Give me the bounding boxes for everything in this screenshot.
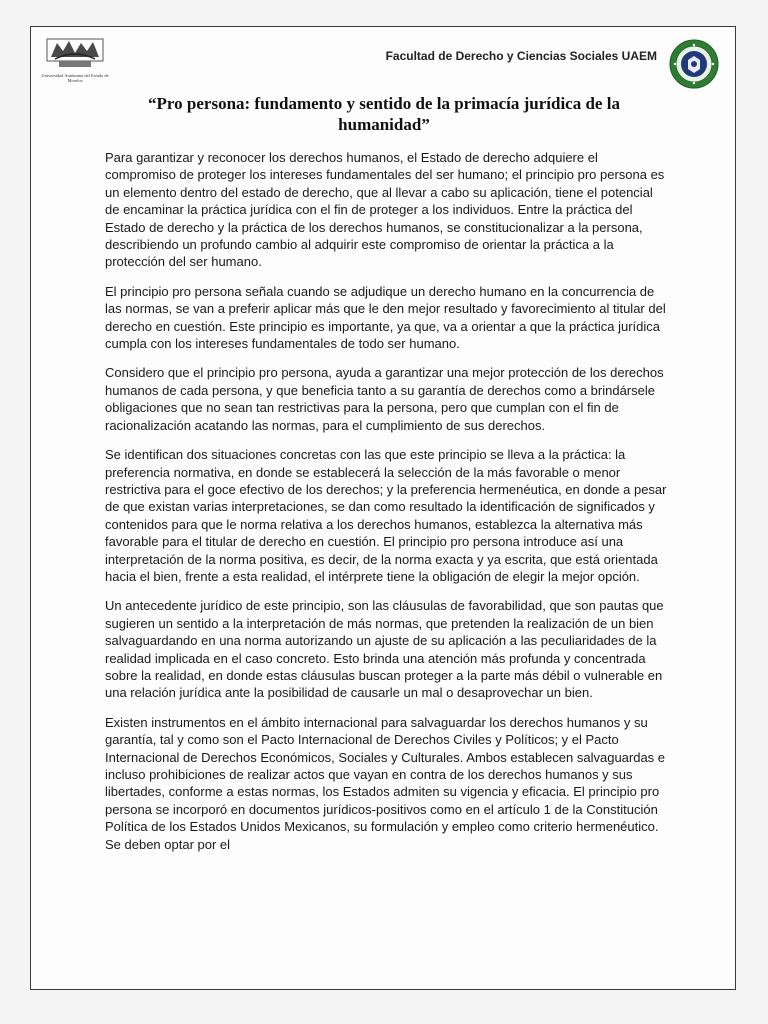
paragraph: Para garantizar y reconocer los derechos humanos, el Estado de derecho adquiere el compromiso de proteger los intereses fundamentales del ser humano; el principio pro persona es un elemento dentro del estado de derecho, que al llevar a cabo su aplicación, tiene el potencial de encaminar la práctica jurídica con el fin de proteger a los individuos. Entre la práctica del Estado de derecho y la práctica de los derechos humanos, se constitucionalizar a la persona, describiendo un profundo cambio al adquirir este compromiso de orientar la práctica a la protección del ser humano. — [105, 150, 665, 270]
paragraph: Se identifican dos situaciones concretas con las que este principio se lleva a la práctica: la preferencia normativa, en donde se establecerá la selección de la más favorable o menor restrictiva para el goce efectivo de los derechos; y la preferencia hermenéutica, en donde a pesar de que existan varias interpretaciones, se dan como resultado la identificación de significados y contenidos para que le norma relativa a los derechos humanos, establezca la alternativa más favorable para el titular de derecho en cuestión. El principio pro persona introduce así una interpretación de la norma positiva, es decir, de la norma exacta y ya escrita, que está orientada hacia el bien, frente a esta realidad, el intérprete tiene la obligación de elegir la mejor opción. — [105, 447, 667, 584]
uaem-logo-caption: Universidad Autónoma del Estado de Morelos — [41, 73, 109, 83]
uaem-crest-icon — [45, 37, 105, 71]
document-page — [30, 26, 736, 990]
paragraph: Considero que el principio pro persona, ayuda a garantizar una mejor protección de los derechos humanos de cada persona, y que beneficia tanto a su garantía de derechos como a brindársele obligaciones que no sean tan restrictivas para la persona, pero que cumplan con el fin de racionalización acatando las normas, para el cumplimiento de sus derechos. — [105, 365, 664, 433]
uaem-crest-logo — [39, 37, 111, 93]
paragraph: Existen instrumentos en el ámbito internacional para salvaguardar los derechos humanos y su garantía, tal y como son el Pacto Internacional de Derechos Civiles y Políticos; y el Pacto Internacional de Derechos Económicos, Sociales y Culturales. Ambos establecen salvaguardas e incluso prohibiciones de realizar actos que vayan en contra de los derechos humanos y sus libertades, conforme a estas normas, los Estados admiten su vigencia y eficacia. El principio pro persona se incorporó en documentos jurídicos-positivos como en el artículo 1 de la Constitución Política de los Estados Unidos Mexicanos, su formulación y empleo como criterio hermenéutico. Se deben optar por el — [105, 714, 666, 852]
document-title: “Pro persona: fundamento y sentido de la primacía jurídica de la humanidad” — [148, 94, 620, 134]
paragraph: Un antecedente jurídico de este principio, son las cláusulas de favorabilidad, que son pautas que sugieren un sentido a la interpretación de más normas, que pretenden la realización de un bien salvaguardando en una norma autorizando un ajuste de su aplicación a las peculiaridades de la realidad implicada en el caso concreto. Esto brinda una atención más profunda y concentrada sobre la realidad, en donde estas cláusulas buscan proteger a la parte más débil o vulnerable en una relación jurídica ante la posibilidad de causarle un mal o desaprovechar un bien. — [105, 598, 664, 701]
faculty-header-title: Facultad de Derecho y Ciencias Sociales UAEM — [385, 49, 657, 63]
faculty-seal-icon — [669, 39, 719, 89]
document-body — [105, 149, 667, 865]
paragraph: El principio pro persona señala cuando se adjudique un derecho humano en la concurrencia de las normas, se van a preferir aplicar más que le den mejor resultado y favorecimiento al titular del derecho en cuestión. Este principio es importante, ya que, va a orientar a que la práctica jurídica cumpla con los intereses fundamentales de todo ser humano. — [105, 283, 666, 352]
